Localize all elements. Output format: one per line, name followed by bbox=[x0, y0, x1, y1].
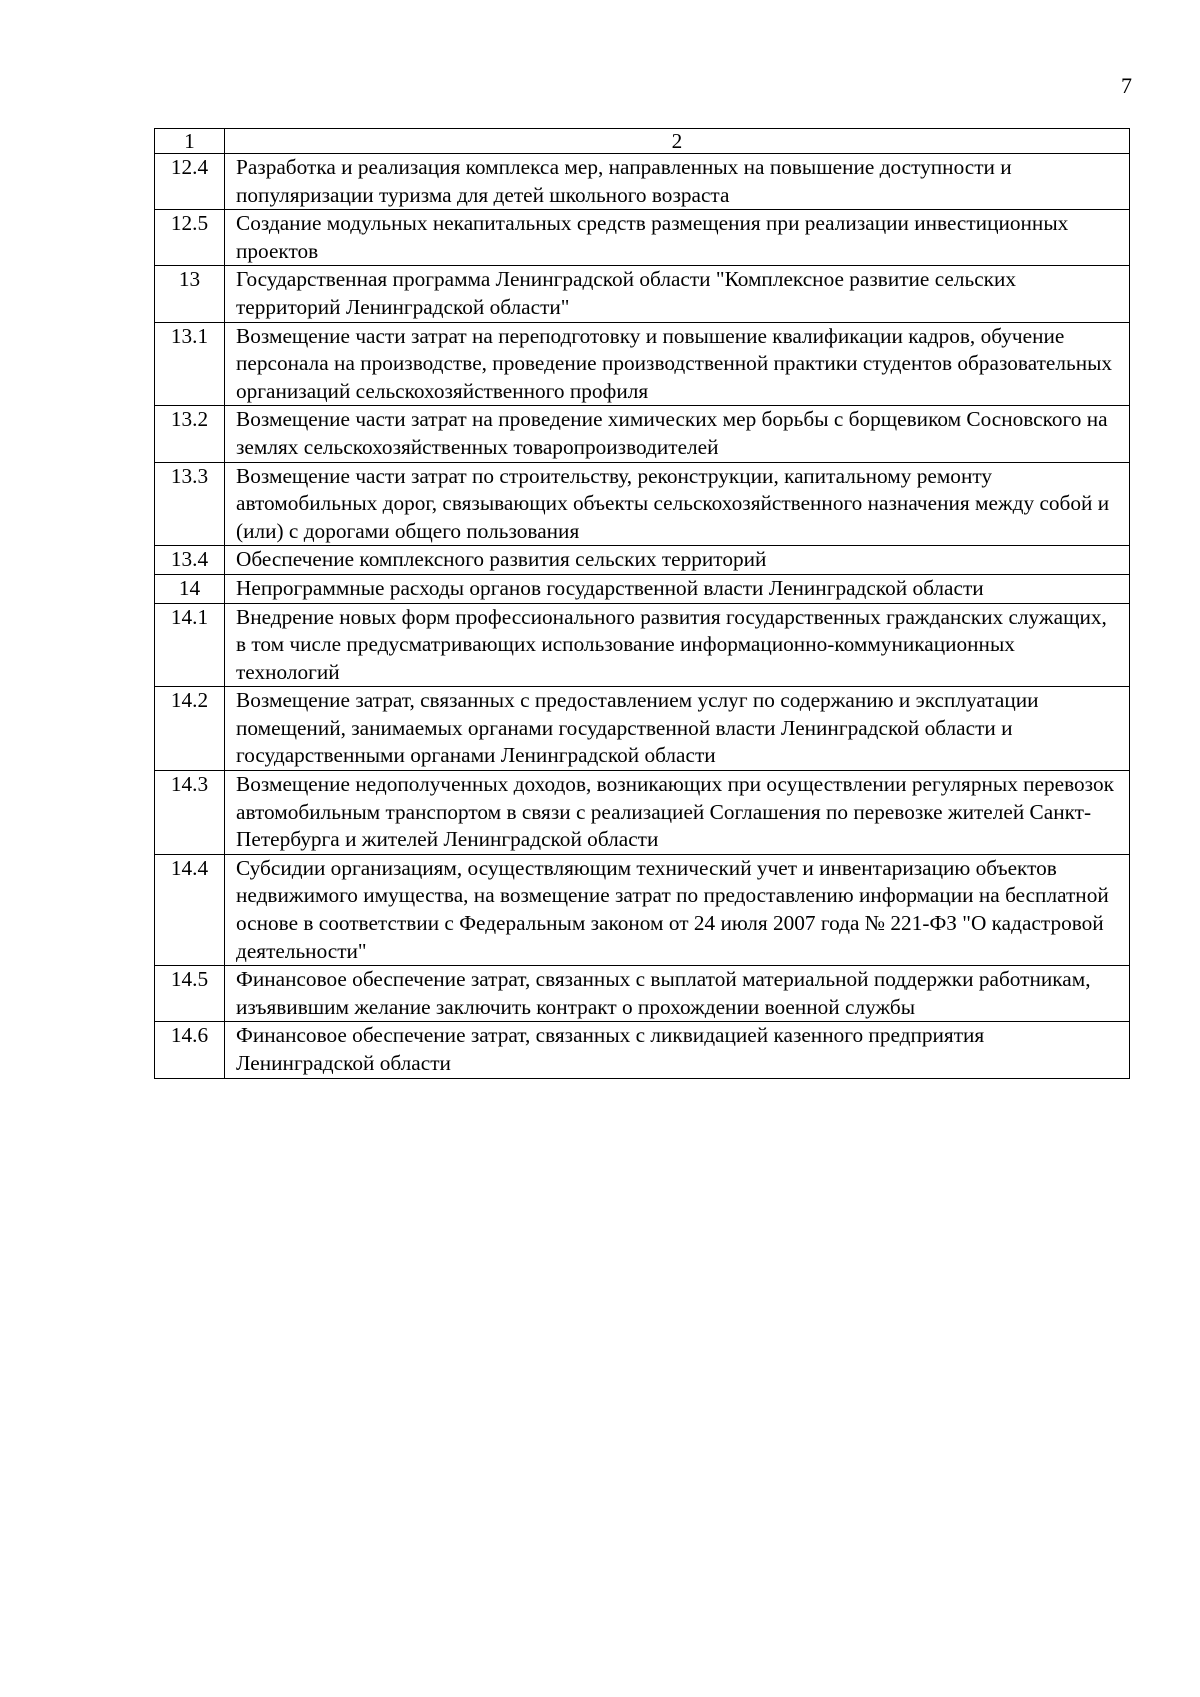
row-number: 12.5 bbox=[155, 210, 225, 266]
row-number: 13 bbox=[155, 266, 225, 322]
row-number: 13.4 bbox=[155, 546, 225, 575]
table-row bbox=[155, 603, 1130, 687]
table-row bbox=[155, 462, 1130, 546]
table-row bbox=[155, 210, 1130, 266]
table-row bbox=[155, 406, 1130, 462]
table-header-row bbox=[155, 129, 1130, 154]
row-description: Внедрение новых форм профессионального развития государственных гражданских служащих, в том числе предусматривающих использование информационно-коммуникационных технологий bbox=[225, 603, 1130, 687]
table-row bbox=[155, 1022, 1130, 1078]
row-description: Непрограммные расходы органов государственной власти Ленинградской области bbox=[225, 574, 1130, 603]
row-number: 14.5 bbox=[155, 966, 225, 1022]
table-row bbox=[155, 771, 1130, 855]
row-number: 14.2 bbox=[155, 687, 225, 771]
row-number: 14 bbox=[155, 574, 225, 603]
row-number: 14.4 bbox=[155, 854, 225, 965]
row-number: 13.1 bbox=[155, 322, 225, 406]
table-row bbox=[155, 322, 1130, 406]
table-row bbox=[155, 966, 1130, 1022]
row-description: Возмещение недополученных доходов, возникающих при осуществлении регулярных перевозок автомобильным транспортом в связи с реализацией Соглашения по перевозке жителей Санкт-Петербурга и жителей Ленинградской области bbox=[225, 771, 1130, 855]
row-description: Государственная программа Ленинградской области "Комплексное развитие сельских территорий Ленинградской области" bbox=[225, 266, 1130, 322]
row-number: 14.1 bbox=[155, 603, 225, 687]
row-description: Разработка и реализация комплекса мер, направленных на повышение доступности и популяризации туризма для детей школьного возраста bbox=[225, 154, 1130, 210]
column-header: 2 bbox=[225, 129, 1130, 154]
column-header: 1 bbox=[155, 129, 225, 154]
page-number: 7 bbox=[1121, 73, 1132, 98]
row-description: Возмещение части затрат на переподготовку и повышение квалификации кадров, обучение персонала на производстве, проведение производственной практики студентов образовательных организаций сельскохозяйственного профиля bbox=[225, 322, 1130, 406]
row-description: Финансовое обеспечение затрат, связанных с выплатой материальной поддержки работникам, изъявившим желание заключить контракт о прохождении военной службы bbox=[225, 966, 1130, 1022]
row-description: Создание модульных некапитальных средств размещения при реализации инвестиционных проектов bbox=[225, 210, 1130, 266]
row-description: Возмещение затрат, связанных с предоставлением услуг по содержанию и эксплуатации помещений, занимаемых органами государственной власти Ленинградской области и государственными органами Ленинградской области bbox=[225, 687, 1130, 771]
table-row bbox=[155, 154, 1130, 210]
row-number: 14.6 bbox=[155, 1022, 225, 1078]
table-row bbox=[155, 266, 1130, 322]
row-number: 14.3 bbox=[155, 771, 225, 855]
table-row bbox=[155, 854, 1130, 965]
row-number: 13.2 bbox=[155, 406, 225, 462]
row-number: 12.4 bbox=[155, 154, 225, 210]
table-row bbox=[155, 546, 1130, 575]
table-row bbox=[155, 687, 1130, 771]
row-description: Субсидии организациям, осуществляющим технический учет и инвентаризацию объектов недвижимого имущества, на возмещение затрат по предоставлению информации на бесплатной основе в соответствии с Федеральным законом от 24 июля 2007 года № 221-ФЗ "О кадастровой деятельности" bbox=[225, 854, 1130, 965]
row-description: Финансовое обеспечение затрат, связанных с ликвидацией казенного предприятия Ленинградской области bbox=[225, 1022, 1130, 1078]
row-description: Обеспечение комплексного развития сельских территорий bbox=[225, 546, 1130, 575]
expenditure-table bbox=[154, 128, 1130, 1079]
table-row bbox=[155, 574, 1130, 603]
row-description: Возмещение части затрат на проведение химических мер борьбы с борщевиком Сосновского на землях сельскохозяйственных товаропроизводителей bbox=[225, 406, 1130, 462]
row-number: 13.3 bbox=[155, 462, 225, 546]
row-description: Возмещение части затрат по строительству, реконструкции, капитальному ремонту автомобильных дорог, связывающих объекты сельскохозяйственного назначения между собой и (или) с дорогами общего пользования bbox=[225, 462, 1130, 546]
